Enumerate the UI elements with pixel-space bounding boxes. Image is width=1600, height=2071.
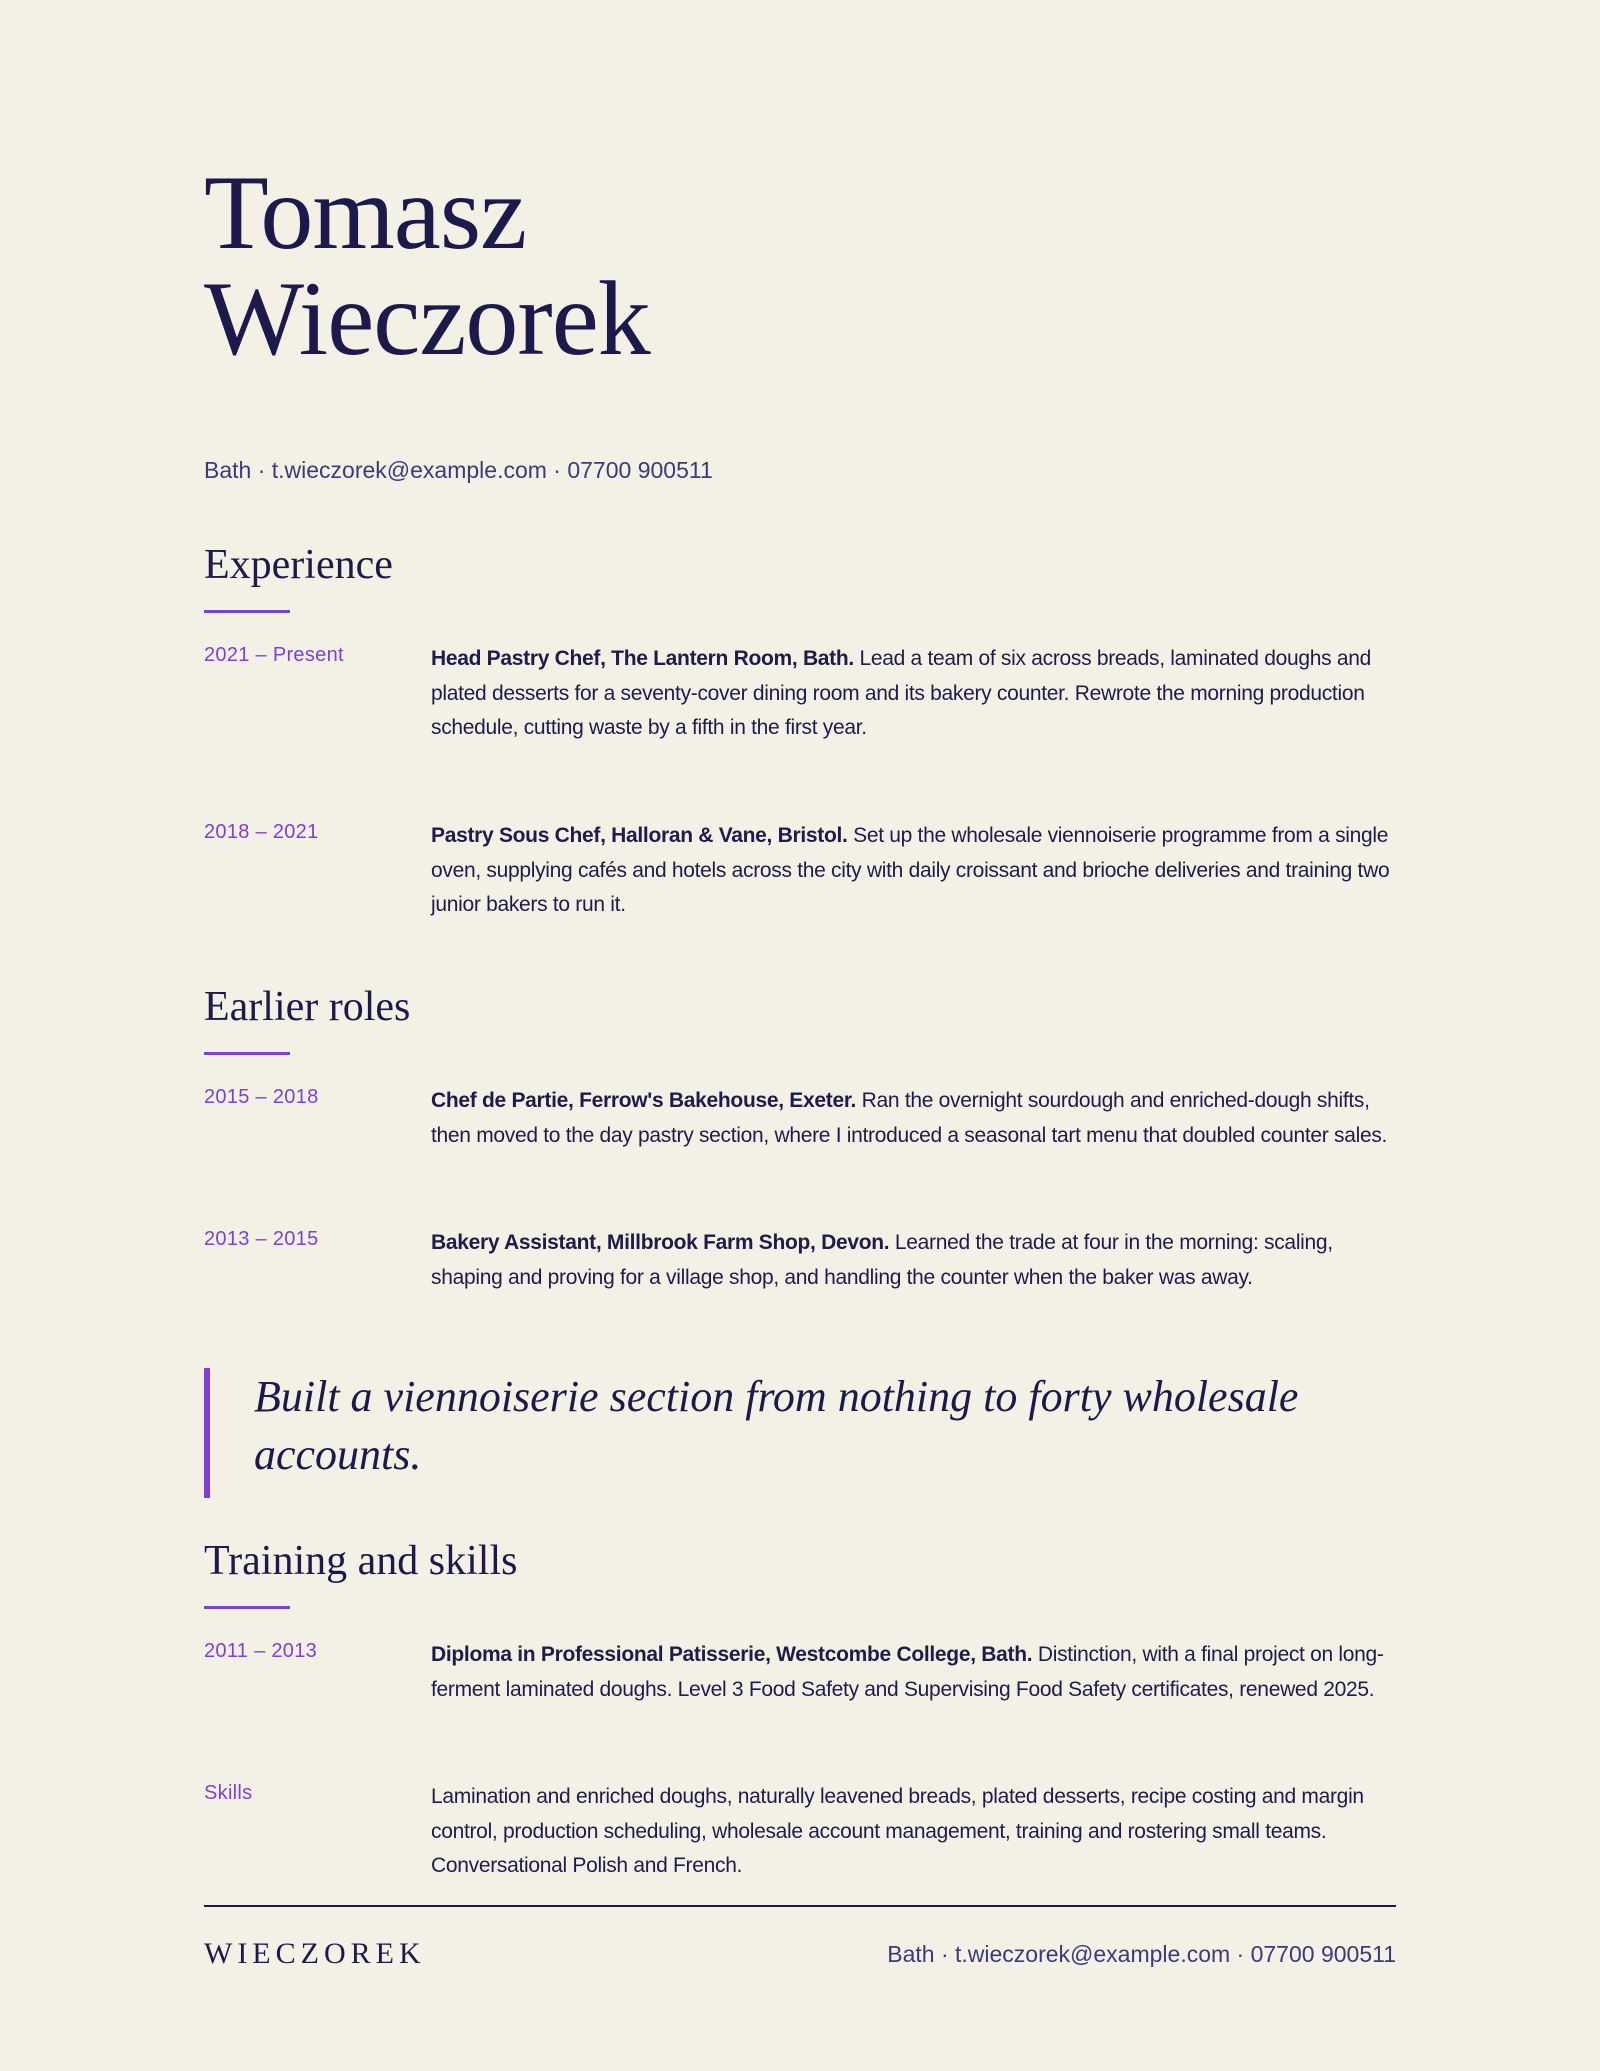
footer-wordmark: WIECZOREK bbox=[204, 1937, 426, 1970]
pull-quote bbox=[204, 1368, 1396, 1498]
entry-date: 2013 – 2015 bbox=[204, 1228, 319, 1250]
entry-heading: Diploma in Professional Patisserie, Westcombe College, Bath. bbox=[431, 1643, 1033, 1666]
skills-label: Skills bbox=[204, 1782, 253, 1804]
footer-divider bbox=[204, 1905, 1396, 1907]
pull-quote-text: Built a viennoiserie section from nothing to forty wholesale accounts. bbox=[254, 1372, 1299, 1479]
entry-text: Distinction, with a final project on long-ferment laminated doughs. Level 3 Food Safety and Supervising Food Safety certificates, renewed 2025. bbox=[431, 1643, 1384, 1701]
entry-heading: Bakery Assistant, Millbrook Farm Shop, Devon. bbox=[431, 1231, 890, 1254]
footer-contact: Bath · t.wieczorek@example.com · 07700 900511 bbox=[887, 1941, 1396, 1967]
entry-body bbox=[431, 1638, 1396, 1707]
entry-date: 2018 – 2021 bbox=[204, 821, 319, 843]
header-contact: Bath · t.wieczorek@example.com · 07700 900511 bbox=[204, 457, 713, 483]
entry-date: 2015 – 2018 bbox=[204, 1086, 319, 1108]
section-title-experience: Experience bbox=[204, 542, 393, 588]
entry-text: Ran the overnight sourdough and enriched-dough shifts, then moved to the day pastry section, where I introduced a seasonal tart menu that doubled counter sales. bbox=[431, 1089, 1388, 1147]
section-rule-training-and-skills bbox=[204, 1606, 290, 1609]
entry-text: Set up the wholesale viennoiserie programme from a single oven, supplying cafés and hotels across the city with daily croissant and brioche deliveries and training two junior bakers to run it. bbox=[431, 824, 1390, 916]
entry-text: Lead a team of six across breads, laminated doughs and plated desserts for a seventy-cover dining room and its bakery counter. Rewrote the morning production schedule, cutting waste by a fifth in the first year. bbox=[431, 647, 1371, 739]
candidate-name bbox=[204, 154, 650, 377]
entry-heading: Pastry Sous Chef, Halloran & Vane, Bristol. bbox=[431, 824, 848, 847]
entry-text: Learned the trade at four in the morning: scaling, shaping and proving for a village shop, and handling the counter when the baker was away. bbox=[431, 1231, 1333, 1289]
entry-body bbox=[431, 1226, 1396, 1295]
entry-date: 2021 – Present bbox=[204, 644, 344, 666]
skills-text: Lamination and enriched doughs, naturally leavened breads, plated desserts, recipe costing and margin control, production scheduling, wholesale account management, training and rostering small teams. Conversational Polish and French. bbox=[431, 1785, 1364, 1877]
entry-body bbox=[431, 1084, 1396, 1153]
entry-date: 2011 – 2013 bbox=[204, 1640, 318, 1662]
section-title-earlier-roles: Earlier roles bbox=[204, 984, 411, 1030]
entry-body bbox=[431, 642, 1396, 746]
last-name: Wieczorek bbox=[204, 260, 650, 377]
section-rule-earlier-roles bbox=[204, 1052, 290, 1055]
entry-body bbox=[431, 819, 1396, 923]
entry-heading: Head Pastry Chef, The Lantern Room, Bath. bbox=[431, 647, 854, 670]
first-name: Tomasz bbox=[204, 154, 527, 271]
section-rule-experience bbox=[204, 610, 290, 613]
entry-heading: Chef de Partie, Ferrow's Bakehouse, Exeter. bbox=[431, 1089, 857, 1112]
section-title-training-and-skills: Training and skills bbox=[204, 1538, 518, 1584]
